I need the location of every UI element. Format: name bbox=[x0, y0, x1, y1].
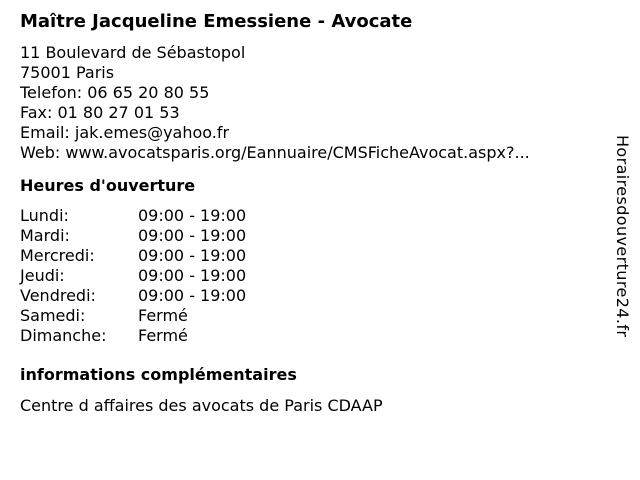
hours-value: 09:00 - 19:00 bbox=[138, 286, 247, 305]
phone-number: Telefon: 06 65 20 80 55 bbox=[20, 83, 210, 102]
city-postcode: 75001 Paris bbox=[20, 63, 115, 82]
additional-info-text: Centre d affaires des avocats de Paris CDAAP bbox=[20, 396, 383, 415]
website-url: Web: www.avocatsparis.org/Eannuaire/CMSFicheAvocat.aspx?... bbox=[20, 143, 530, 162]
hours-row-saturday bbox=[20, 306, 246, 326]
contact-block bbox=[20, 43, 610, 163]
page-title: Maître Jacqueline Emessiene - Avocate bbox=[20, 11, 413, 32]
opening-hours-table bbox=[20, 206, 246, 346]
hours-value: Fermé bbox=[138, 326, 188, 345]
hours-value: Fermé bbox=[138, 306, 188, 325]
street-address: 11 Boulevard de Sébastopol bbox=[20, 43, 246, 62]
hours-row-friday bbox=[20, 286, 246, 306]
site-watermark: Horairesdouverture24.fr bbox=[613, 135, 632, 338]
additional-info-heading: informations complémentaires bbox=[20, 365, 297, 384]
business-card bbox=[20, 10, 610, 416]
hours-row-tuesday bbox=[20, 226, 246, 246]
day-label: Mercredi: bbox=[20, 246, 95, 265]
day-label: Jeudi: bbox=[20, 266, 65, 285]
day-label: Lundi: bbox=[20, 206, 69, 225]
day-label: Vendredi: bbox=[20, 286, 96, 305]
hours-row-sunday bbox=[20, 326, 246, 346]
hours-value: 09:00 - 19:00 bbox=[138, 206, 247, 225]
hours-row-monday bbox=[20, 206, 246, 226]
day-label: Dimanche: bbox=[20, 326, 107, 345]
day-label: Mardi: bbox=[20, 226, 70, 245]
email-address: Email: jak.emes@yahoo.fr bbox=[20, 123, 230, 142]
hours-row-thursday bbox=[20, 266, 246, 286]
fax-number: Fax: 01 80 27 01 53 bbox=[20, 103, 180, 122]
opening-hours-heading: Heures d'ouverture bbox=[20, 176, 196, 195]
day-label: Samedi: bbox=[20, 306, 86, 325]
hours-value: 09:00 - 19:00 bbox=[138, 266, 247, 285]
hours-row-wednesday bbox=[20, 246, 246, 266]
hours-value: 09:00 - 19:00 bbox=[138, 246, 247, 265]
hours-value: 09:00 - 19:00 bbox=[138, 226, 247, 245]
